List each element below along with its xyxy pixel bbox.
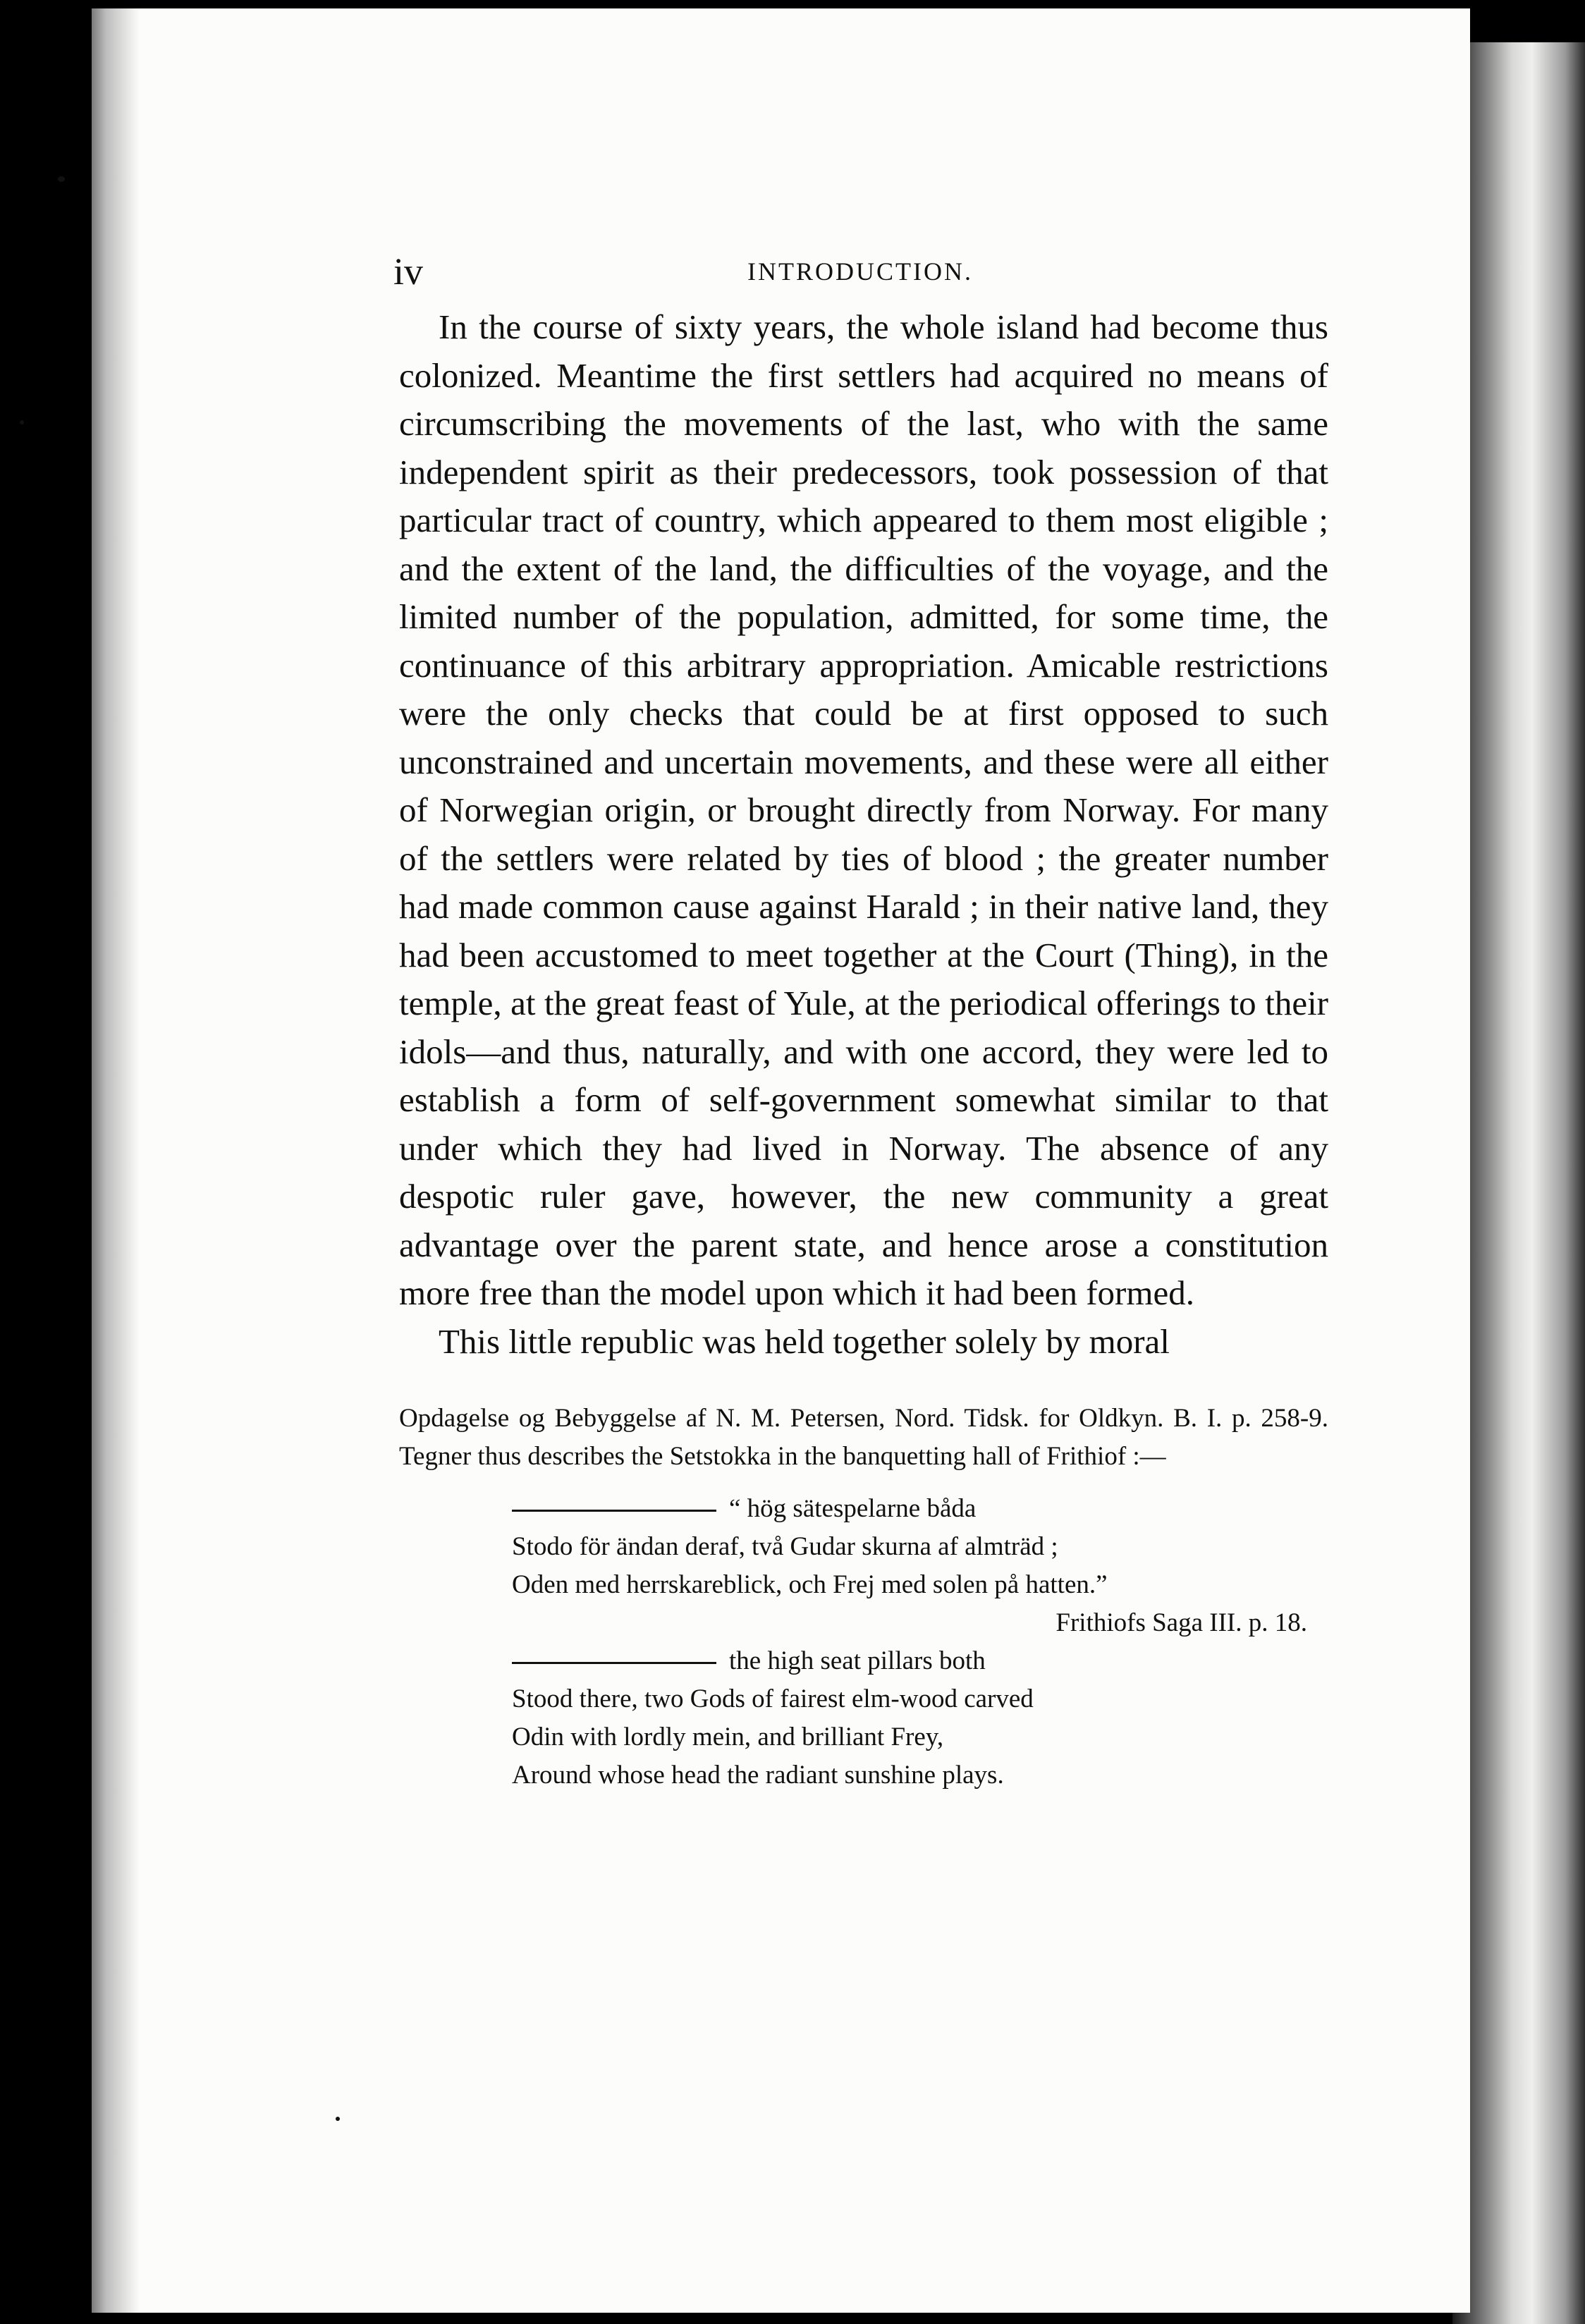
book-fore-edge xyxy=(1452,42,1585,2324)
footnote xyxy=(399,1400,1328,1794)
scan-speck xyxy=(336,2117,340,2121)
body-paragraph-1: In the course of sixty years, the whole island had become thus colonized. Meantime the first settlers had acquired no means of circumscribing the movements of the last, who with the same independent spirit as their predecessors, took possession of that particular tract of country, which appeared to them most eligible ; and the extent of the land, the difficulties of the voyage, and the limited number of the population, admitted, for some time, the continuance of this arbitrary appropriation. Amicable restrictions were the only checks that could be at first opposed to such unconstrained and uncertain movements, and these were all either of Norwegian origin, or brought directly from Norway. For many of the settlers were related by ties of blood ; the greater number had made common cause against Harald ; in their native land, they had been accustomed to meet together at the Court (Thing), in the temple, at the great feast of Yule, at the periodical offerings to their idols—and thus, naturally, and with one accord, they were led to establish a form of self-government somewhat similar to that under which they had lived in Norway. The absence of any despotic ruler gave, however, the new community a great advantage over the parent state, and hence arose a constitution more free than the model upon which it had been formed. xyxy=(399,307,1328,1312)
quotation-attribution: Frithiofs Saga III. p. 18. xyxy=(1055,1608,1307,1637)
swedish-line-2: Stodo för ändan deraf, två Gudar skurna af almträd ; xyxy=(512,1532,1058,1561)
english-line-1: the high seat pillars both xyxy=(729,1646,986,1675)
english-translation xyxy=(512,1642,1328,1794)
page-text-block xyxy=(310,250,1333,1794)
page-number: iv xyxy=(393,250,424,293)
quotation-dash xyxy=(512,1510,716,1512)
running-head-title: INTRODUCTION. xyxy=(747,257,973,286)
running-head xyxy=(310,250,1333,303)
body-paragraph-2: This little republic was held together solely by moral xyxy=(439,1321,1170,1361)
english-line-3: Odin with lordly mein, and brilliant Frey, xyxy=(512,1723,944,1751)
translation-dash xyxy=(512,1662,716,1664)
swedish-line-3: Oden med herrskareblick, och Frej med solen på hatten.” xyxy=(512,1570,1108,1599)
poem-line xyxy=(512,1490,1328,1528)
english-line-2: Stood there, two Gods of fairest elm-wood carved xyxy=(512,1684,1034,1713)
swedish-quotation xyxy=(512,1490,1328,1642)
footnote-text: Opdagelse og Bebyggelse af N. M. Petersen, Nord. Tidsk. for Oldkyn. B. I. p. 258-9. Tegner thus describes the Setstokka in the banquetting hall of Frithiof :— xyxy=(399,1404,1328,1471)
main-text xyxy=(399,303,1328,1366)
english-line-4: Around whose head the radiant sunshine plays. xyxy=(512,1761,1004,1790)
swedish-line-1: “ hög sätespelarne båda xyxy=(729,1494,977,1523)
poem-line xyxy=(512,1642,1328,1680)
scan-speck xyxy=(58,176,65,182)
scan-speck xyxy=(20,420,24,424)
page-gutter-shadow xyxy=(92,8,140,2313)
